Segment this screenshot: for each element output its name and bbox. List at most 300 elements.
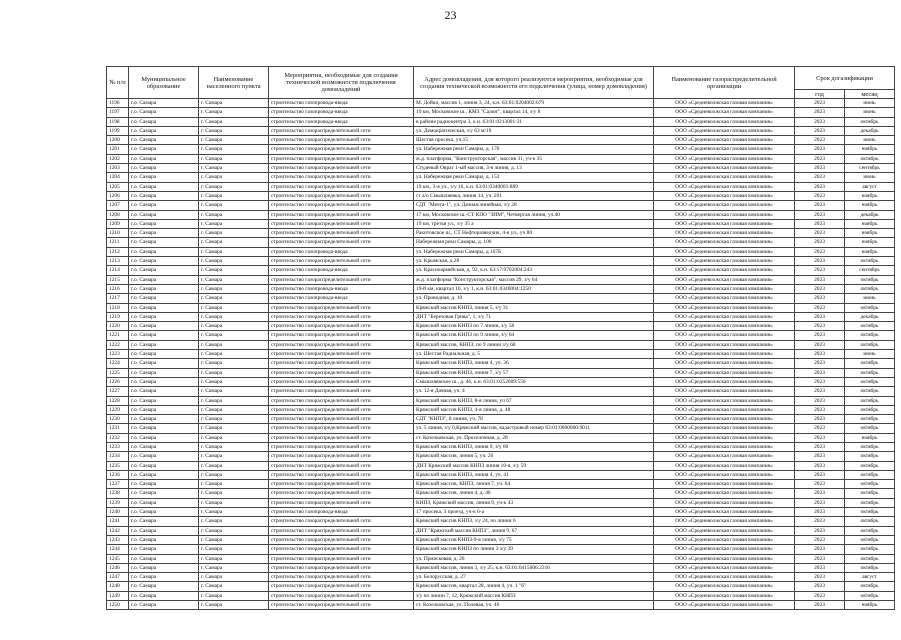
month-cell: ноябрь [845, 238, 895, 247]
settlement-cell: г. Самара [199, 508, 269, 517]
settlement-cell: г. Самара [199, 452, 269, 461]
row-number: 1225 [107, 368, 129, 377]
measure-cell: строительство газораспределительной сети [269, 517, 414, 526]
month-cell: октябрь [845, 377, 895, 386]
table-row [107, 582, 895, 591]
year-cell: 2023 [795, 470, 845, 479]
row-number: 1243 [107, 535, 129, 544]
municipality-cell: г.о. Самара [129, 535, 199, 544]
municipality-cell: г.о. Самара [129, 526, 199, 535]
organization-cell: ООО «Средневолжская газовая компания» [654, 99, 795, 108]
month-cell: ноябрь [845, 433, 895, 442]
table-row [107, 387, 895, 396]
year-cell: 2023 [795, 387, 845, 396]
address-cell: СДТ "КНПЗ", 8 линия, уч. 78 [414, 415, 654, 424]
header-gdo: Наименование газораспределительной организации [654, 67, 795, 99]
settlement-cell: г. Самара [199, 415, 269, 424]
month-cell: октябрь [845, 303, 895, 312]
municipality-cell: г.о. Самара [129, 387, 199, 396]
year-cell: 2023 [795, 294, 845, 303]
settlement-cell: г. Самара [199, 545, 269, 554]
municipality-cell: г.о. Самара [129, 563, 199, 572]
address-cell: Кряжский массив КНПЗ по линии 3 з/у 39 [414, 545, 654, 554]
row-number: 1239 [107, 498, 129, 507]
address-cell: ул. Приисковая, д. 26 [414, 554, 654, 563]
table-row [107, 377, 895, 386]
municipality-cell: г.о. Самара [129, 405, 199, 414]
measure-cell: строительство газораспределительной сети [269, 219, 414, 228]
header-municipality: Муниципальное образование [129, 67, 199, 99]
row-number: 1219 [107, 312, 129, 321]
municipality-cell: г.о. Самара [129, 582, 199, 591]
measure-cell: строительство газораспределительной сети [269, 526, 414, 535]
month-cell: октябрь [845, 554, 895, 563]
organization-cell: ООО «Средневолжская газовая компания» [654, 219, 795, 228]
row-number: 1249 [107, 591, 129, 600]
month-cell: ноябрь [845, 601, 895, 610]
organization-cell: ООО «Средневолжская газовая компания» [654, 284, 795, 293]
address-cell: з/у по линии 7, 12, Кряжский массив КНПЗ [414, 591, 654, 600]
municipality-cell: г.о. Самара [129, 461, 199, 470]
table-row [107, 480, 895, 489]
row-number: 1248 [107, 582, 129, 591]
organization-cell: ООО «Средневолжская газовая компания» [654, 331, 795, 340]
settlement-cell: г. Самара [199, 117, 269, 126]
measure-cell: строительство газораспределительной сети [269, 498, 414, 507]
row-number: 1250 [107, 601, 129, 610]
settlement-cell: г. Самара [199, 350, 269, 359]
row-number: 1224 [107, 359, 129, 368]
month-cell: октябрь [845, 368, 895, 377]
year-cell: 2023 [795, 415, 845, 424]
address-cell: ул. 12-я Дачная, уч. 4 [414, 387, 654, 396]
address-cell: М. Дойки, массив 1, линия 3, 24, к.н. 63:01:0204002:679 [414, 99, 654, 108]
address-cell: Кряжский массив, КНПЗ, по 9 линии з/у 68 [414, 340, 654, 349]
measure-cell: строительство газораспределительной сети [269, 563, 414, 572]
measure-cell: строительство газопровода-ввода [269, 508, 414, 517]
settlement-cell: г. Самара [199, 312, 269, 321]
row-number: 1226 [107, 377, 129, 386]
month-cell: октябрь [845, 442, 895, 451]
row-number: 1220 [107, 322, 129, 331]
municipality-cell: г.о. Самара [129, 303, 199, 312]
settlement-cell: г. Самара [199, 498, 269, 507]
address-cell: 19-й км, квартал 10, з/у 1, к.н. 63:01:0340004:1250 [414, 284, 654, 293]
organization-cell: ООО «Средневолжская газовая компания» [654, 452, 795, 461]
measure-cell: строительство газораспределительной сети [269, 573, 414, 582]
address-cell: ст. Козелковская, ул. Проселочная, д. 28 [414, 433, 654, 442]
measure-cell: строительство газораспределительной сети [269, 470, 414, 479]
settlement-cell: г. Самара [199, 257, 269, 266]
organization-cell: ООО «Средневолжская газовая компания» [654, 377, 795, 386]
municipality-cell: г.о. Самара [129, 182, 199, 191]
settlement-cell: г. Самара [199, 99, 269, 108]
settlement-cell: г. Самара [199, 442, 269, 451]
month-cell: октябрь [845, 489, 895, 498]
year-cell: 2023 [795, 266, 845, 275]
municipality-cell: г.о. Самара [129, 508, 199, 517]
municipality-cell: г.о. Самара [129, 294, 199, 303]
row-number: 1196 [107, 99, 129, 108]
organization-cell: ООО «Средневолжская газовая компания» [654, 340, 795, 349]
table-row [107, 350, 895, 359]
organization-cell: ООО «Средневолжская газовая компания» [654, 387, 795, 396]
table-row [107, 526, 895, 535]
municipality-cell: г.о. Самара [129, 99, 199, 108]
year-cell: 2023 [795, 526, 845, 535]
address-cell: ул. Проводная, д. 10 [414, 294, 654, 303]
table-row [107, 591, 895, 600]
year-cell: 2023 [795, 498, 845, 507]
month-cell: июнь [845, 294, 895, 303]
row-number: 1198 [107, 117, 129, 126]
month-cell: октябрь [845, 470, 895, 479]
settlement-cell: г. Самара [199, 591, 269, 600]
address-cell: ст. Козелковская, ул. Полевая, уч. 40 [414, 601, 654, 610]
header-measures: Мероприятия, необходимые для создания технической возможности подключения домовладений [269, 67, 414, 99]
year-cell: 2023 [795, 257, 845, 266]
municipality-cell: г.о. Самара [129, 229, 199, 238]
year-cell: 2023 [795, 489, 845, 498]
month-cell: октябрь [845, 154, 895, 163]
month-cell: октябрь [845, 517, 895, 526]
organization-cell: ООО «Средневолжская газовая компания» [654, 201, 795, 210]
table-row [107, 164, 895, 173]
organization-cell: ООО «Средневолжская газовая компания» [654, 601, 795, 610]
settlement-cell: г. Самара [199, 563, 269, 572]
organization-cell: ООО «Средневолжская газовая компания» [654, 461, 795, 470]
measure-cell: строительство газораспределительной сети [269, 126, 414, 135]
month-cell: октябрь [845, 591, 895, 600]
organization-cell: ООО «Средневолжская газовая компания» [654, 257, 795, 266]
table-row [107, 498, 895, 507]
table-row [107, 108, 895, 117]
row-number: 1214 [107, 266, 129, 275]
address-cell: Кряжский массив КНПЗ, з/у 24, по линии 6 [414, 517, 654, 526]
month-cell: октябрь [845, 322, 895, 331]
year-cell: 2023 [795, 322, 845, 331]
table-row [107, 554, 895, 563]
table-row [107, 545, 895, 554]
settlement-cell: г. Самара [199, 359, 269, 368]
year-cell: 2023 [795, 145, 845, 154]
organization-cell: ООО «Средневолжская газовая компания» [654, 508, 795, 517]
month-cell: август [845, 182, 895, 191]
year-cell: 2023 [795, 480, 845, 489]
year-cell: 2023 [795, 99, 845, 108]
settlement-cell: г. Самара [199, 275, 269, 284]
settlement-cell: г. Самара [199, 480, 269, 489]
year-cell: 2023 [795, 331, 845, 340]
measure-cell: строительство газораспределительной сети [269, 257, 414, 266]
month-cell: декабрь [845, 210, 895, 219]
municipality-cell: г.о. Самара [129, 340, 199, 349]
table-row [107, 331, 895, 340]
row-number: 1230 [107, 415, 129, 424]
month-cell: сентябрь [845, 266, 895, 275]
organization-cell: ООО «Средневолжская газовая компания» [654, 154, 795, 163]
month-cell: ноябрь [845, 201, 895, 210]
municipality-cell: г.о. Самара [129, 470, 199, 479]
municipality-cell: г.о. Самара [129, 377, 199, 386]
row-number: 1210 [107, 229, 129, 238]
month-cell: июнь [845, 108, 895, 117]
year-cell: 2023 [795, 219, 845, 228]
row-number: 1221 [107, 331, 129, 340]
settlement-cell: г. Самара [199, 424, 269, 433]
table-row [107, 312, 895, 321]
measure-cell: строительство газораспределительной сети [269, 229, 414, 238]
month-cell: декабрь [845, 312, 895, 321]
organization-cell: ООО «Средневолжская газовая компания» [654, 517, 795, 526]
row-number: 1242 [107, 526, 129, 535]
row-number: 1227 [107, 387, 129, 396]
measure-cell: строительство газораспределительной сети [269, 350, 414, 359]
header-settlement: Наименование населенного пункта [199, 67, 269, 99]
measure-cell: строительство газораспределительной сети [269, 136, 414, 145]
year-cell: 2023 [795, 164, 845, 173]
organization-cell: ООО «Средневолжская газовая компания» [654, 489, 795, 498]
row-number: 1206 [107, 191, 129, 200]
settlement-cell: г. Самара [199, 126, 269, 135]
organization-cell: ООО «Средневолжская газовая компания» [654, 210, 795, 219]
organization-cell: ООО «Средневолжская газовая компания» [654, 164, 795, 173]
measure-cell: строительство газораспределительной сети [269, 164, 414, 173]
organization-cell: ООО «Средневолжская газовая компания» [654, 266, 795, 275]
municipality-cell: г.о. Самара [129, 312, 199, 321]
table-row [107, 573, 895, 582]
measure-cell: строительство газораспределительной сети [269, 303, 414, 312]
year-cell: 2023 [795, 284, 845, 293]
address-cell: ДНТ "Кряжский массив КНПЗ", линия 9, 67 [414, 526, 654, 535]
address-cell: Кряжский массив КНПЗ, линия 4, уч. 36 [414, 359, 654, 368]
year-cell: 2023 [795, 238, 845, 247]
year-cell: 2023 [795, 545, 845, 554]
table-row [107, 201, 895, 210]
row-number: 1215 [107, 275, 129, 284]
measure-cell: строительство газораспределительной сети [269, 591, 414, 600]
year-cell: 2023 [795, 173, 845, 182]
municipality-cell: г.о. Самара [129, 210, 199, 219]
address-cell: ул. Демократическая, з/у 63 м/19 [414, 126, 654, 135]
settlement-cell: г. Самара [199, 582, 269, 591]
measure-cell: строительство газопровода-ввода [269, 108, 414, 117]
header-address: Адрес домовладения, для которого реализуются мероприятия, необходимые для создания технической возможности его подключения (улица, номер домовладения) [414, 67, 654, 99]
month-cell: октябрь [845, 359, 895, 368]
settlement-cell: г. Самара [199, 303, 269, 312]
table-row [107, 508, 895, 517]
table-row [107, 284, 895, 293]
table-row [107, 173, 895, 182]
address-cell: ул. Красноармейская, д. 92, к.н. 63:17:0702004:243 [414, 266, 654, 275]
address-cell: Кряжский массив, линия 4, д. 46 [414, 489, 654, 498]
organization-cell: ООО «Средневолжская газовая компания» [654, 433, 795, 442]
settlement-cell: г. Самара [199, 368, 269, 377]
organization-cell: ООО «Средневолжская газовая компания» [654, 238, 795, 247]
organization-cell: ООО «Средневолжская газовая компания» [654, 582, 795, 591]
year-cell: 2023 [795, 303, 845, 312]
municipality-cell: г.о. Самара [129, 601, 199, 610]
row-number: 1236 [107, 470, 129, 479]
month-cell: октябрь [845, 545, 895, 554]
settlement-cell: г. Самара [199, 266, 269, 275]
organization-cell: ООО «Средневолжская газовая компания» [654, 405, 795, 414]
address-cell: Кряжский массив КНПЗ по 7 линии, з/у 58 [414, 322, 654, 331]
organization-cell: ООО «Средневолжская газовая компания» [654, 247, 795, 256]
municipality-cell: г.о. Самара [129, 257, 199, 266]
year-cell: 2023 [795, 201, 845, 210]
year-cell: 2023 [795, 535, 845, 544]
table-row [107, 368, 895, 377]
row-number: 1223 [107, 350, 129, 359]
table-row [107, 294, 895, 303]
municipality-cell: г.о. Самара [129, 164, 199, 173]
month-cell: октябрь [845, 498, 895, 507]
settlement-cell: г. Самара [199, 331, 269, 340]
address-cell: ул. Крымская, д.28 [414, 257, 654, 266]
table-row [107, 257, 895, 266]
measure-cell: строительство газораспределительной сети [269, 145, 414, 154]
row-number: 1240 [107, 508, 129, 517]
settlement-cell: г. Самара [199, 294, 269, 303]
settlement-cell: г. Самара [199, 201, 269, 210]
settlement-cell: г. Самара [199, 322, 269, 331]
measure-cell: строительство газораспределительной сети [269, 554, 414, 563]
table-row [107, 136, 895, 145]
year-cell: 2023 [795, 508, 845, 517]
municipality-cell: г.о. Самара [129, 359, 199, 368]
address-cell: СДТ "Мечта-1", ул. Дачная/линейная, з/у 28 [414, 201, 654, 210]
table-body [107, 99, 895, 610]
measure-cell: строительство газораспределительной сети [269, 331, 414, 340]
year-cell: 2023 [795, 582, 845, 591]
organization-cell: ООО «Средневолжская газовая компания» [654, 554, 795, 563]
organization-cell: ООО «Средневолжская газовая компания» [654, 591, 795, 600]
address-cell: ул. Набережная реки Самары, д. 170 [414, 145, 654, 154]
municipality-cell: г.о. Самара [129, 545, 199, 554]
month-cell: октябрь [845, 340, 895, 349]
measure-cell: строительство газораспределительной сети [269, 452, 414, 461]
month-cell: октябрь [845, 275, 895, 284]
address-cell: Кряжский массив КНПЗ, линия 4, уч. 41 [414, 470, 654, 479]
address-cell: 19 км, Московское ш., КМЗ "Салют", квартал 14, з/у 8 [414, 108, 654, 117]
municipality-cell: г.о. Самара [129, 275, 199, 284]
row-number: 1222 [107, 340, 129, 349]
address-cell: Кряжский массив, квартал 28, линия 4, уч. 1 "б" [414, 582, 654, 591]
measure-cell: строительство газопровода-ввода [269, 117, 414, 126]
settlement-cell: г. Самара [199, 340, 269, 349]
measure-cell: строительство газораспределительной сети [269, 424, 414, 433]
settlement-cell: г. Самара [199, 164, 269, 173]
municipality-cell: г.о. Самара [129, 154, 199, 163]
measure-cell: строительство газораспределительной сети [269, 210, 414, 219]
organization-cell: ООО «Средневолжская газовая компания» [654, 191, 795, 200]
organization-cell: ООО «Средневолжская газовая компания» [654, 117, 795, 126]
municipality-cell: г.о. Самара [129, 424, 199, 433]
municipality-cell: г.о. Самара [129, 350, 199, 359]
municipality-cell: г.о. Самара [129, 117, 199, 126]
settlement-cell: г. Самара [199, 154, 269, 163]
municipality-cell: г.о. Самара [129, 591, 199, 600]
month-cell: октябрь [845, 415, 895, 424]
organization-cell: ООО «Средневолжская газовая компания» [654, 275, 795, 284]
table-row [107, 126, 895, 135]
settlement-cell: г. Самара [199, 489, 269, 498]
settlement-cell: г. Самара [199, 238, 269, 247]
measure-cell: строительство газораспределительной сети [269, 275, 414, 284]
settlement-cell: г. Самара [199, 433, 269, 442]
year-cell: 2023 [795, 601, 845, 610]
measure-cell: строительство газораспределительной сети [269, 489, 414, 498]
municipality-cell: г.о. Самара [129, 433, 199, 442]
organization-cell: ООО «Средневолжская газовая компания» [654, 294, 795, 303]
municipality-cell: г.о. Самара [129, 266, 199, 275]
row-number: 1229 [107, 405, 129, 414]
year-cell: 2023 [795, 359, 845, 368]
table-row [107, 489, 895, 498]
row-number: 1247 [107, 573, 129, 582]
municipality-cell: г.о. Самара [129, 498, 199, 507]
organization-cell: ООО «Средневолжская газовая компания» [654, 136, 795, 145]
month-cell: сентябрь [845, 164, 895, 173]
settlement-cell: г. Самара [199, 573, 269, 582]
settlement-cell: г. Самара [199, 182, 269, 191]
month-cell: ноябрь [845, 229, 895, 238]
year-cell: 2023 [795, 461, 845, 470]
month-cell: октябрь [845, 117, 895, 126]
row-number: 1204 [107, 173, 129, 182]
table-row [107, 563, 895, 572]
table-row [107, 452, 895, 461]
measure-cell: строительство газораспределительной сети [269, 154, 414, 163]
organization-cell: ООО «Средневолжская газовая компания» [654, 229, 795, 238]
row-number: 1202 [107, 154, 129, 163]
organization-cell: ООО «Средневолжская газовая компания» [654, 182, 795, 191]
table-row [107, 442, 895, 451]
settlement-cell: г. Самара [199, 396, 269, 405]
address-cell: Смышляевское ш., д. 46, к.н. 63:01:0252009:556 [414, 377, 654, 386]
address-cell: ул. 5 линия, з/у 0,Кряжский массив, кадастровый номер 63:01:0000000:9011 [414, 424, 654, 433]
settlement-cell: г. Самара [199, 526, 269, 535]
month-cell: ноябрь [845, 219, 895, 228]
address-cell: Кряжский массив КНПЗ по 9 линии, з/у 64 [414, 331, 654, 340]
year-cell: 2023 [795, 377, 845, 386]
month-cell: октябрь [845, 480, 895, 489]
month-cell: октябрь [845, 582, 895, 591]
year-cell: 2023 [795, 136, 845, 145]
row-number: 1233 [107, 442, 129, 451]
municipality-cell: г.о. Самара [129, 173, 199, 182]
measure-cell: строительство газопровода-ввода [269, 247, 414, 256]
organization-cell: ООО «Средневолжская газовая компания» [654, 545, 795, 554]
row-number: 1213 [107, 257, 129, 266]
address-cell: Кряжский массив КНПЗ, линия 5, з/у 31 [414, 303, 654, 312]
address-cell: ДНТ "Березовая Грива", 1, з/у 71 [414, 312, 654, 321]
address-cell: Кряжский массив, линия 3, з/у 25, к.н. 63:01:0415006:2316 [414, 563, 654, 572]
address-cell: ж.д. платформа "Конструкторская", массив 29, з/у 64 [414, 275, 654, 284]
measure-cell: строительство газораспределительной сети [269, 415, 414, 424]
address-cell: Кряжский массив КНПЗ, 8-я линия, уч 67 [414, 396, 654, 405]
year-cell: 2023 [795, 126, 845, 135]
year-cell: 2023 [795, 452, 845, 461]
month-cell: ноябрь [845, 145, 895, 154]
address-cell: Студеный Овраг 1-ый массив, 3-я линия, д. 13 [414, 164, 654, 173]
settlement-cell: г. Самара [199, 284, 269, 293]
table-row [107, 210, 895, 219]
measure-cell: строительство газораспределительной сети [269, 535, 414, 544]
measure-cell: строительство газораспределительной сети [269, 182, 414, 191]
settlement-cell: г. Самара [199, 108, 269, 117]
